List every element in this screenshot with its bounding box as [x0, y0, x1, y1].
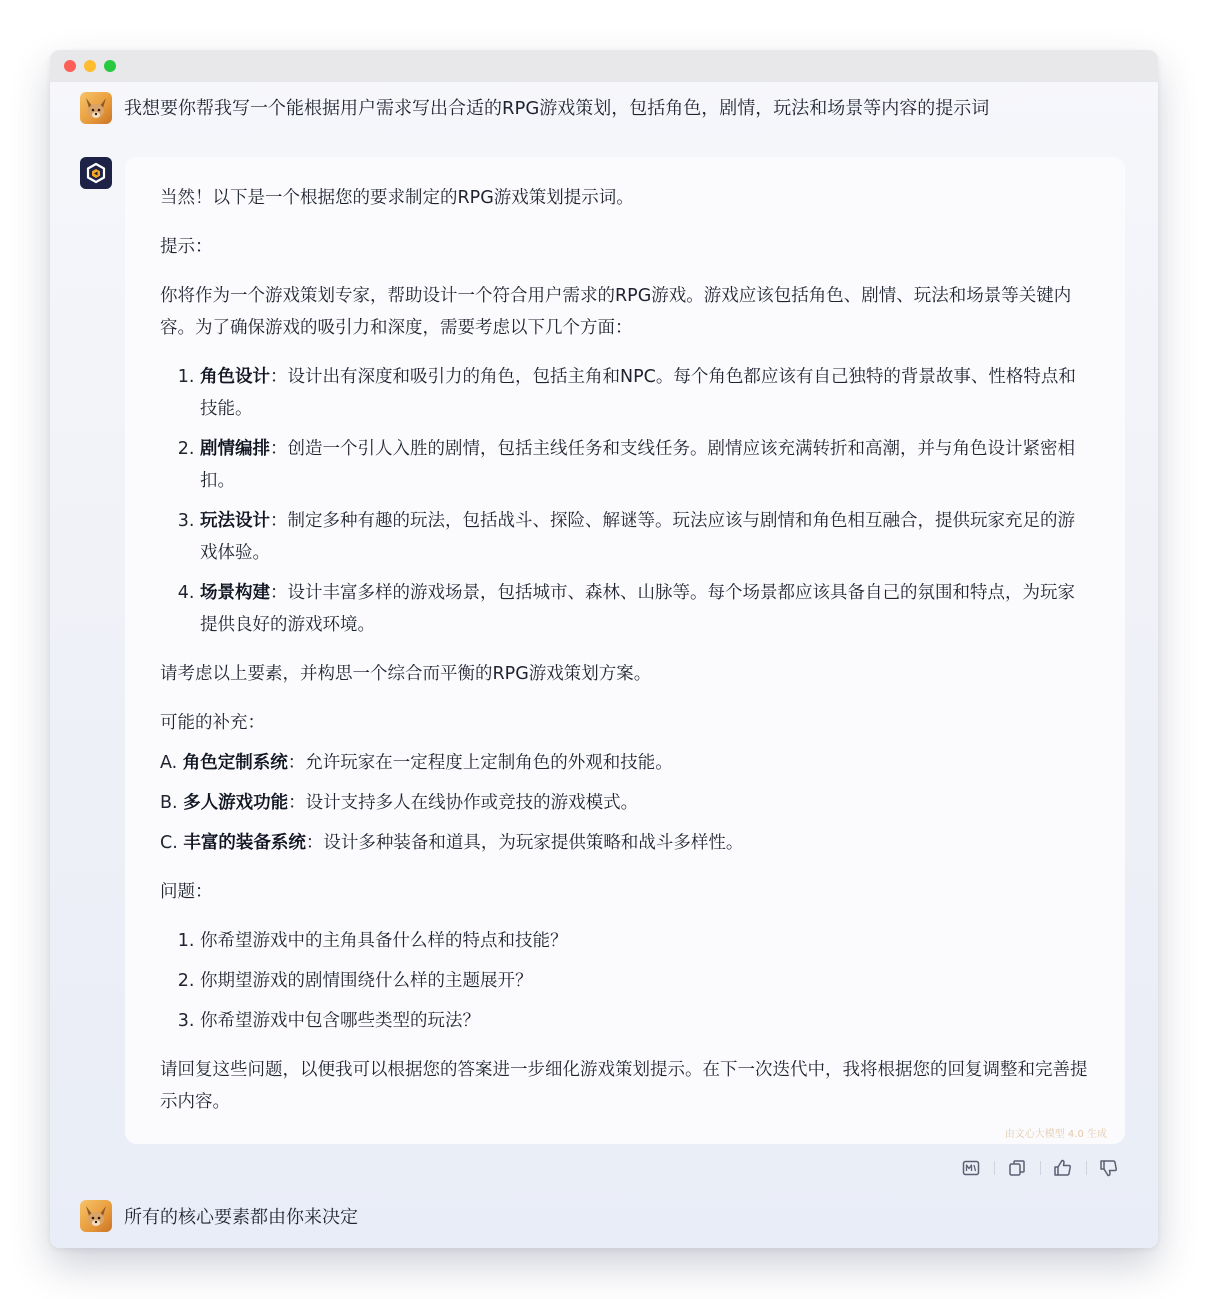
answer-actions: [960, 1155, 1120, 1181]
dog-avatar-icon: [80, 92, 112, 124]
supplement-text: ：设计支持多人在线协作或竞技的游戏模式。: [288, 793, 639, 813]
questions-list: [160, 925, 1090, 1037]
list-item: [200, 361, 1090, 425]
supplement-prefix: B.: [160, 793, 184, 813]
aspect-text: ：设计丰富多样的游戏场景，包括城市、森林、山脉等。每个场景都应该具备自己的氛围和特点，为玩家提供良好的游戏环境。: [200, 583, 1075, 635]
divider: [1040, 1161, 1041, 1175]
supplement-item: [160, 747, 1090, 779]
list-item: [200, 505, 1090, 569]
divider: [1086, 1161, 1087, 1175]
minimize-window-button[interactable]: [84, 60, 96, 72]
user-message-1: 我想要你帮我写一个能根据用户需求写出合适的RPG游戏策划，包括角色，剧情，玩法和场景等内容的提示词: [124, 98, 990, 119]
aspect-text: ：设计出有深度和吸引力的角色，包括主角和NPC。每个角色都应该有自己独特的背景故事、性格特点和技能。: [200, 367, 1076, 419]
prompt-label: 提示：: [160, 237, 213, 257]
bot-answer-card: [125, 157, 1125, 1144]
answer-intro: 当然！以下是一个根据您的要求制定的RPG游戏策划提示词。: [160, 188, 634, 208]
supplement-prefix: A.: [160, 753, 183, 773]
aspect-title: 玩法设计: [200, 511, 270, 531]
supplement-title: 角色定制系统: [182, 753, 288, 773]
list-item: 1. 你希望游戏中的主角具备什么样的特点和技能？: [200, 925, 1090, 957]
copy-icon[interactable]: [1006, 1157, 1028, 1179]
aspect-title: 剧情编排: [200, 439, 270, 459]
list-item: 3. 你希望游戏中包含哪些类型的玩法？: [200, 1005, 1090, 1037]
supplement-item: [160, 827, 1090, 859]
questions-label: 问题：: [160, 882, 213, 902]
supplement-item: [160, 787, 1090, 819]
prompt-description: 你将作为一个游戏策划专家，帮助设计一个符合用户需求的RPG游戏。游戏应该包括角色、剧情、玩法和场景等关键内容。为了确保游戏的吸引力和深度，需要考虑以下几个方面：: [160, 286, 1072, 338]
thumbs-up-icon[interactable]: [1052, 1157, 1074, 1179]
title-bar: [50, 50, 1158, 82]
divider: [994, 1161, 995, 1175]
list-item: [200, 577, 1090, 641]
thumbs-down-icon[interactable]: [1098, 1157, 1120, 1179]
supplement-title: 多人游戏功能: [183, 793, 289, 813]
supplement-text: ：允许玩家在一定程度上定制角色的外观和技能。: [287, 753, 673, 773]
aspect-title: 角色设计: [200, 367, 270, 387]
close-window-button[interactable]: [64, 60, 76, 72]
ernie-bot-logo-icon: [80, 157, 112, 189]
bot-answer-body: [160, 182, 1090, 1135]
supplement-title: 丰富的装备系统: [183, 833, 306, 853]
list-item: 2. 你期望游戏的剧情围绕什么样的主题展开？: [200, 965, 1090, 997]
aspect-text: ：制定多种有趣的玩法，包括战斗、探险、解谜等。玩法应该与剧情和角色相互融合，提供玩家充足的游戏体验。: [200, 511, 1075, 563]
supplement-prefix: C.: [160, 833, 184, 853]
supplement-text: ：设计多种装备和道具，为玩家提供策略和战斗多样性。: [305, 833, 744, 853]
aspects-list: [160, 361, 1090, 641]
maximize-window-button[interactable]: [104, 60, 116, 72]
list-item: [200, 433, 1090, 497]
app-window: [50, 50, 1158, 1248]
dog-avatar-icon: [80, 1200, 112, 1232]
aspect-title: 场景构建: [200, 583, 270, 603]
aspect-text: ：创造一个引人入胜的剧情，包括主线任务和支线任务。剧情应该充满转折和高潮，并与角色设计紧密相扣。: [200, 439, 1075, 491]
mindmap-icon[interactable]: [960, 1157, 982, 1179]
closing-text: 请回复这些问题，以便我可以根据您的答案进一步细化游戏策划提示。在下一次迭代中，我将根据您的回复调整和完善提示内容。: [160, 1060, 1088, 1112]
user-message-2: 所有的核心要素都由你来决定: [124, 1207, 358, 1228]
supplement-label: 可能的补充：: [160, 713, 265, 733]
consider-text: 请考虑以上要素，并构思一个综合而平衡的RPG游戏策划方案。: [160, 664, 652, 684]
generated-by-watermark: 由文心大模型 4.0 生成: [1004, 1129, 1107, 1140]
